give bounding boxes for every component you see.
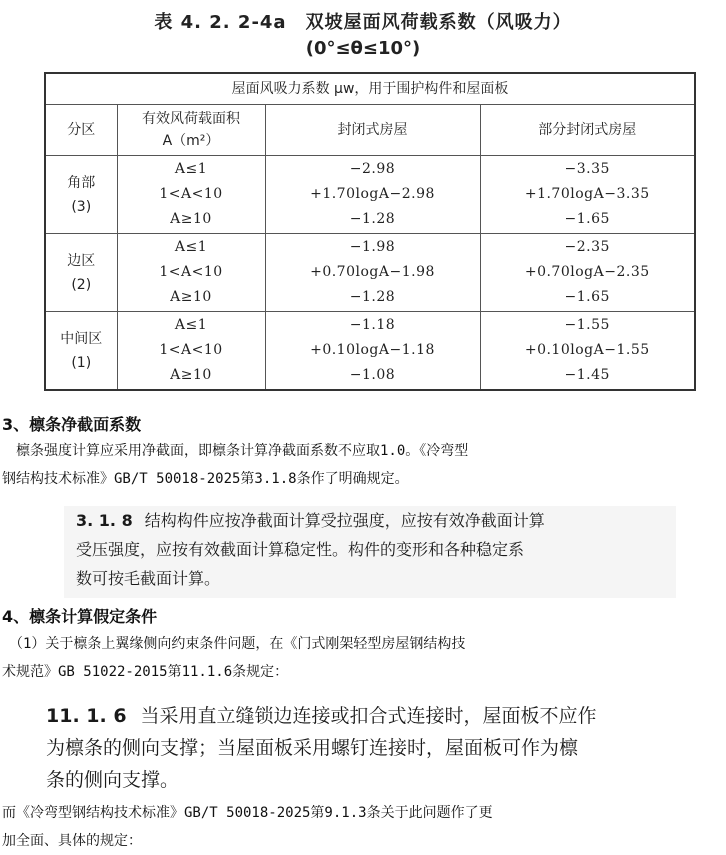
col-header-area	[117, 105, 265, 156]
clause-line3: 数可按毛截面计算。	[76, 569, 221, 588]
col-header-partial: 部分封闭式房屋	[480, 105, 695, 156]
zone-number: (1)	[71, 354, 92, 371]
zone-cell	[45, 312, 117, 391]
partial-value: −2.35	[564, 239, 610, 255]
section4-para-line2: 术规范》GB 51022-2015第11.1.6条规定：	[2, 664, 289, 680]
area-value: A≤1	[174, 161, 208, 177]
closed-cell	[265, 156, 480, 234]
area-value: A≤1	[174, 239, 208, 255]
closed-value: +0.10logA−1.18	[310, 342, 435, 358]
section4-paragraph-2	[2, 799, 726, 855]
section3-paragraph	[2, 437, 722, 493]
section3-para-line1: 檩条强度计算应采用净截面，即檩条计算净截面系数不应取1.0。《冷弯型	[2, 443, 469, 459]
clause-line1: 当采用直立缝锁边连接或扣合式连接时，屋面板不应作	[140, 705, 597, 727]
partial-value: −1.55	[564, 317, 610, 333]
closed-value: +1.70logA−2.98	[310, 186, 435, 202]
closed-value: −2.98	[349, 161, 396, 177]
partial-value: −1.65	[564, 211, 610, 227]
section4-para-line1: （1）关于檩条上翼缘侧向约束条件问题，在《门式刚架轻型房屋钢结构技	[2, 636, 466, 652]
closed-value: −1.08	[349, 367, 396, 383]
zone-name: 中间区	[60, 330, 103, 347]
zone-cell	[45, 156, 117, 234]
section3-heading: 3、檩条净截面系数	[2, 415, 142, 434]
table-row	[45, 234, 695, 312]
section4-para2-line1: 而《冷弯型钢结构技术标准》GB/T 50018-2025第9.1.3条关于此问题作了更	[2, 805, 493, 821]
partial-cell	[480, 234, 695, 312]
table-row	[45, 156, 695, 234]
closed-value: −1.28	[349, 289, 396, 305]
table-caption: 表 4. 2. 2-4a 双坡屋面风荷载系数（风吸力）	[154, 12, 572, 33]
clause-line3: 条的侧向支撑。	[46, 769, 180, 791]
area-value: 1<A<10	[159, 186, 223, 202]
partial-value: −1.65	[564, 289, 610, 305]
table-row	[45, 312, 695, 391]
partial-value: +0.10logA−1.55	[524, 342, 650, 358]
zone-name: 边区	[67, 252, 96, 269]
area-value: A≥10	[170, 289, 212, 305]
partial-value: −1.45	[564, 367, 610, 383]
section4-paragraph	[2, 630, 722, 686]
partial-value: −3.35	[564, 161, 610, 177]
zone-name: 角部	[67, 174, 96, 191]
col-header-zone: 分区	[45, 105, 117, 156]
partial-value: +1.70logA−3.35	[524, 186, 650, 202]
partial-value: +0.70logA−2.35	[524, 264, 650, 280]
zone-number: (2)	[71, 276, 92, 293]
closed-value: −1.28	[349, 211, 396, 227]
closed-cell	[265, 234, 480, 312]
clause-3-1-8-quote	[64, 506, 676, 598]
area-cell	[117, 234, 265, 312]
clause-line2: 受压强度，应按有效截面计算稳定性。构件的变形和各种稳定系	[76, 540, 525, 559]
table-caption-range: (0°≤θ≤10°)	[305, 38, 421, 59]
wind-coefficient-table	[44, 72, 696, 391]
area-value: 1<A<10	[159, 342, 223, 358]
closed-value: +0.70logA−1.98	[310, 264, 435, 280]
col-header-area-line2: A（m²）	[162, 133, 220, 149]
closed-value: −1.98	[349, 239, 396, 255]
area-cell	[117, 156, 265, 234]
clause-number: 3. 1. 8	[76, 511, 133, 530]
clause-line2: 为檩条的侧向支撑；当屋面板采用螺钉连接时，屋面板可作为檩	[46, 737, 579, 759]
zone-number: (3)	[71, 198, 92, 215]
partial-cell	[480, 312, 695, 391]
table-span-header: 屋面风吸力系数 μw，用于围护构件和屋面板	[45, 73, 695, 105]
area-value: A≤1	[174, 317, 208, 333]
clause-11-1-6-quote	[46, 700, 716, 796]
section4-para2-line2: 加全面、具体的规定：	[2, 833, 142, 849]
col-header-area-line1: 有效风荷载面积	[142, 111, 240, 127]
closed-value: −1.18	[349, 317, 396, 333]
area-value: A≥10	[170, 211, 212, 227]
area-value: 1<A<10	[159, 264, 223, 280]
col-header-closed: 封闭式房屋	[265, 105, 480, 156]
section4-heading: 4、檩条计算假定条件	[2, 607, 158, 626]
closed-cell	[265, 312, 480, 391]
zone-cell	[45, 234, 117, 312]
area-value: A≥10	[170, 367, 212, 383]
partial-cell	[480, 156, 695, 234]
section3-para-line2: 钢结构技术标准》GB/T 50018-2025第3.1.8条作了明确规定。	[2, 471, 409, 487]
area-cell	[117, 312, 265, 391]
clause-line1: 结构构件应按净截面计算受拉强度，应按有效净截面计算	[144, 511, 545, 530]
clause-number: 11. 1. 6	[46, 705, 127, 727]
